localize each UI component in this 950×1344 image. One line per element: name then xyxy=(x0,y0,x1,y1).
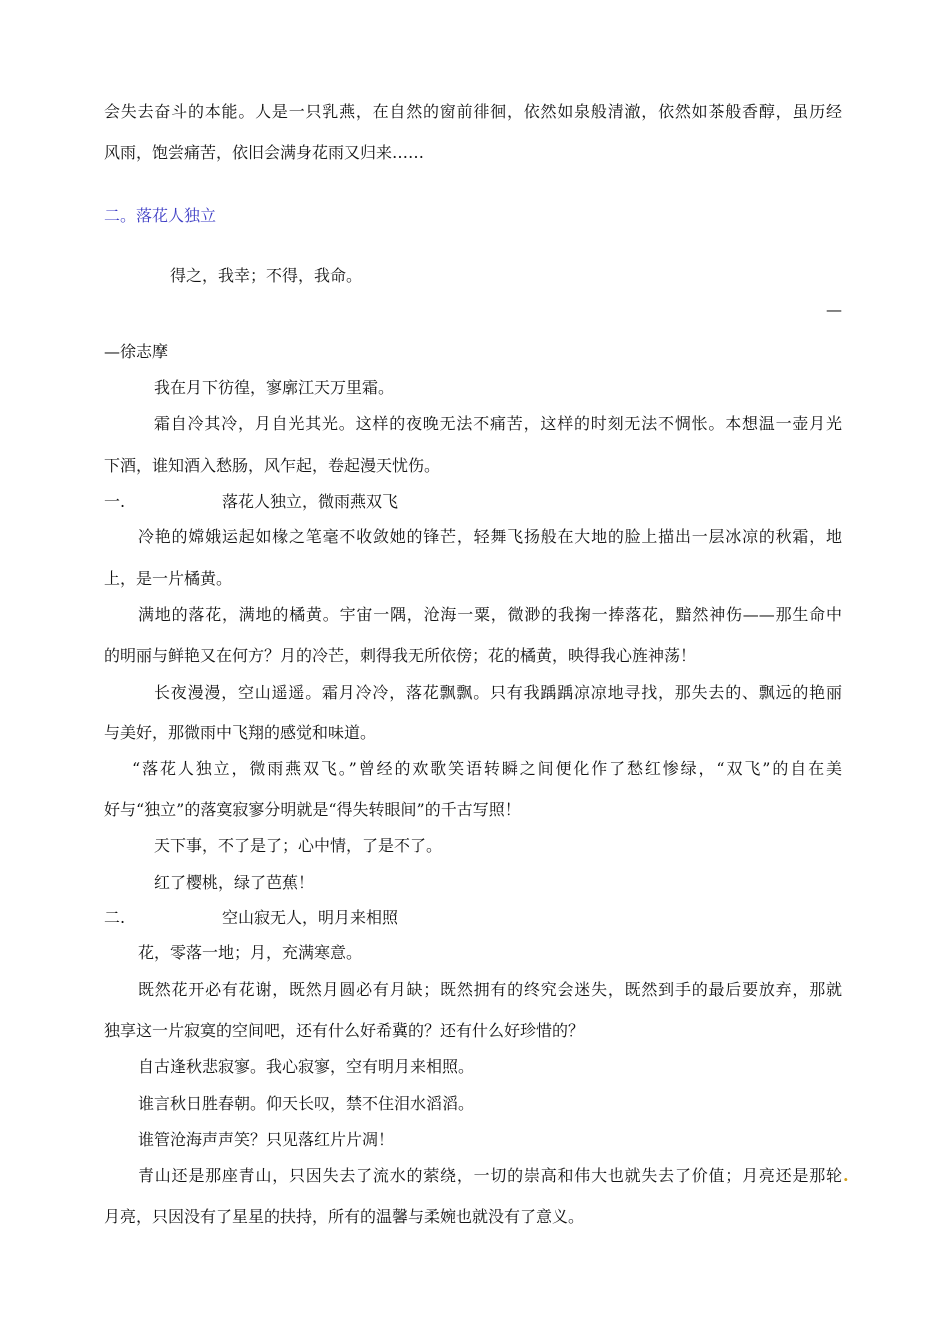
part-2-paragraph-5: 谁管沧海声声笑？只见落红片片凋！ xyxy=(138,1130,395,1149)
opening-paragraph-2-line-2: 下酒，谁知酒入愁肠，风乍起，卷起漫天忧伤。 xyxy=(104,456,441,475)
part-1-paragraph-6: 红了樱桃，绿了芭蕉！ xyxy=(154,873,315,892)
part-1-number: 一. xyxy=(104,492,126,511)
part-1-paragraph-1-line-1: 冷艳的嫦娥运起如椽之笔毫不收敛她的锋芒，轻舞飞扬般在大地的脸上描出一层冰凉的秋霜，地 xyxy=(138,527,842,546)
part-1-paragraph-5: 天下事，不了是了；心中情，了是不了。 xyxy=(154,836,443,855)
part-2-paragraph-3: 自古逢秋悲寂寥。我心寂寥，空有明月来相照。 xyxy=(138,1057,475,1076)
intro-line-2: 风雨，饱尝痛苦，依旧会满身花雨又归来…… xyxy=(104,143,425,162)
highlight-mark: . xyxy=(843,1166,849,1185)
part-1-paragraph-2-line-2: 的明丽与鲜艳又在何方？月的冷芒，刺得我无所依傍；花的橘黄，映得我心旌神荡！ xyxy=(104,646,697,665)
quote-dash: — xyxy=(826,300,842,319)
part-1-paragraph-2-line-1: 满地的落花，满地的橘黄。宇宙一隅，沧海一粟，微渺的我掬一捧落花，黯然神伤——那生命中 xyxy=(138,605,842,624)
quote-text: 得之，我幸；不得，我命。 xyxy=(170,266,363,285)
part-2-paragraph-6-line-1: 青山还是那座青山，只因失去了流水的萦绕，一切的崇高和伟大也就失去了价值；月亮还是那轮 xyxy=(138,1166,842,1185)
part-2-paragraph-2-line-1: 既然花开必有花谢，既然月圆必有月缺；既然拥有的终究会迷失，既然到手的最后要放弃，那就 xyxy=(138,980,842,999)
part-1-title: 落花人独立，微雨燕双飞 xyxy=(222,492,399,511)
section-heading: 二。落花人独立 xyxy=(104,206,217,225)
quote-attribution: —徐志摩 xyxy=(104,342,169,361)
part-1-paragraph-1-line-2: 上，是一片橘黄。 xyxy=(104,569,233,588)
part-1-paragraph-4-line-1: “落花人独立，微雨燕双飞。”曾经的欢歌笑语转瞬之间便化作了愁红惨绿，“双飞”的自在美 xyxy=(132,759,842,778)
part-1-paragraph-4-line-2: 好与“独立”的落寞寂寥分明就是“得失转眼间”的千古写照！ xyxy=(104,800,521,819)
opening-paragraph-1: 我在月下彷徨，寥廓江天万里霜。 xyxy=(154,378,395,397)
part-2-paragraph-6-line-2: 月亮，只因没有了星星的扶持，所有的温馨与柔婉也就没有了意义。 xyxy=(104,1207,585,1226)
part-2-number: 二. xyxy=(104,908,126,927)
part-1-paragraph-3-line-1: 长夜漫漫，空山遥遥。霜月冷冷，落花飘飘。只有我踽踽凉凉地寻找，那失去的、飘远的艳丽 xyxy=(154,683,842,702)
intro-line-1: 会失去奋斗的本能。人是一只乳燕，在自然的窗前徘徊，依然如泉般清澈，依然如茶般香醇，虽历经 xyxy=(104,102,842,121)
part-2-paragraph-4: 谁言秋日胜春朝。仰天长叹，禁不住泪水滔滔。 xyxy=(138,1094,475,1113)
part-2-paragraph-2-line-2: 独享这一片寂寞的空间吧，还有什么好希冀的？还有什么好珍惜的？ xyxy=(104,1021,585,1040)
part-2-title: 空山寂无人，明月来相照 xyxy=(222,908,399,927)
opening-paragraph-2-line-1: 霜自冷其冷，月自光其光。这样的夜晚无法不痛苦，这样的时刻无法不惆怅。本想温一壶月光 xyxy=(154,414,842,433)
part-2-paragraph-1: 花，零落一地；月，充满寒意。 xyxy=(138,943,363,962)
part-1-paragraph-3-line-2: 与美好，那微雨中飞翔的感觉和味道。 xyxy=(104,723,377,742)
